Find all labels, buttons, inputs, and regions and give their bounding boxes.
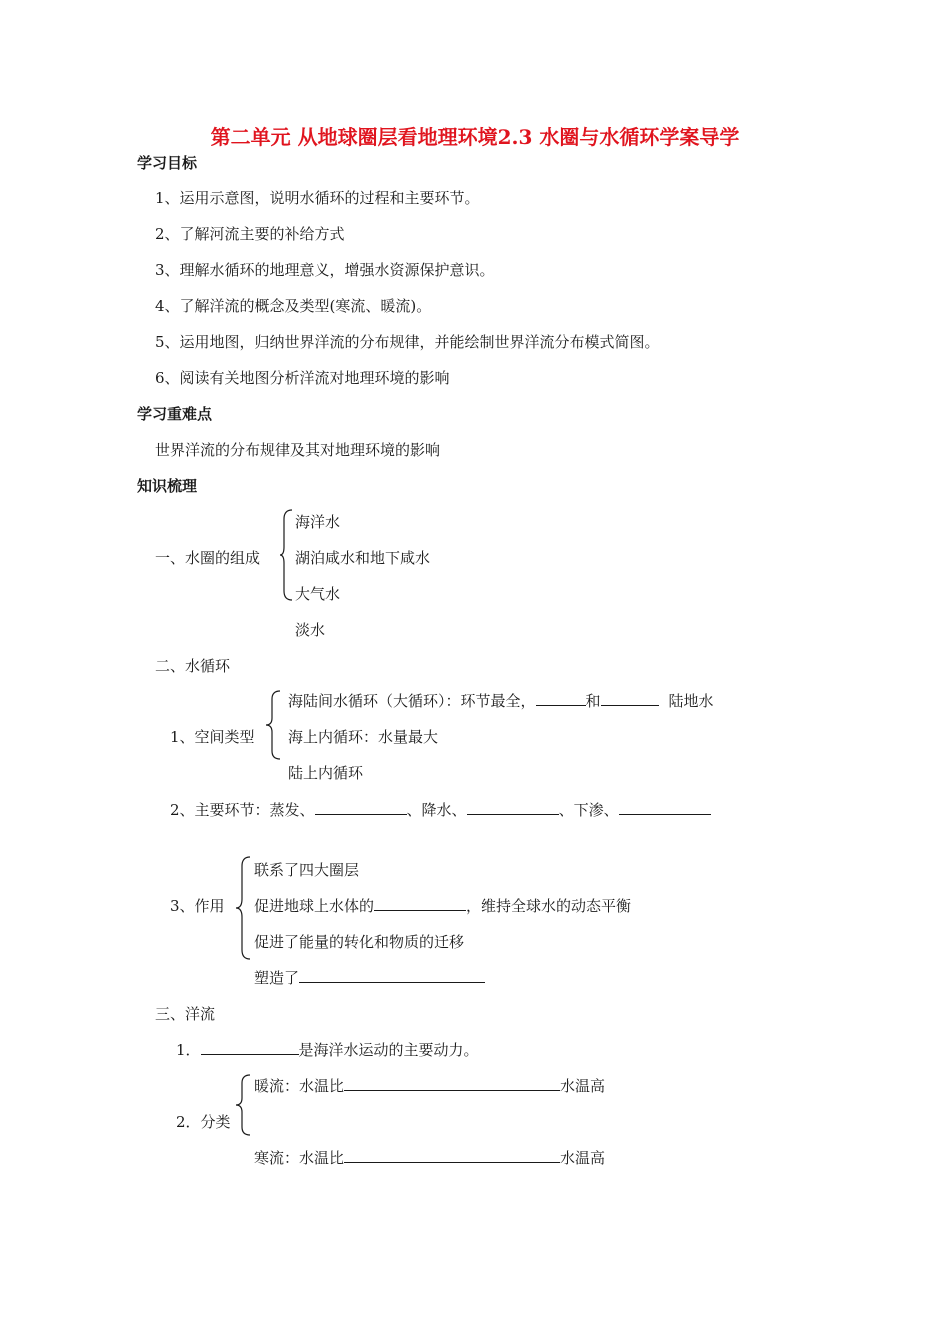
brace-hydrosphere [280, 509, 294, 601]
main-links-sep: 、降水、 [406, 801, 467, 819]
blank-field[interactable] [536, 691, 586, 706]
main-links-text: 2、主要环节：蒸发、 [170, 801, 315, 819]
function-item-text: ，维持全球水的动态平衡 [466, 897, 632, 915]
section-water-cycle-label: 二、水循环 [155, 657, 231, 675]
cycle-type-land: 陆上内循环 [288, 764, 364, 782]
blank-field[interactable] [374, 896, 466, 911]
objective-item: 6、阅读有关地图分析洋流对地理环境的影响 [155, 369, 450, 387]
cold-current [254, 1148, 605, 1168]
function-item-text: 促进地球上水体的 [254, 897, 375, 915]
warm-current-text: 暖流：水温比 [254, 1077, 345, 1095]
function-item: 促进了能量的转化和物质的迁移 [254, 933, 465, 951]
function-item [254, 896, 631, 916]
ocean-current-num: 1． [176, 1041, 201, 1059]
function-item [254, 968, 485, 988]
hydrosphere-item: 淡水 [295, 621, 326, 639]
cycle-type-sea-land [288, 691, 714, 711]
cycle-type-sea: 海上内循环：水量最大 [288, 728, 439, 746]
page-title: 第二单元 从地球圈层看地理环境2.3 水圈与水循环学案导学 [210, 125, 740, 149]
objective-item: 5、运用地图，归纳世界洋流的分布规律，并能绘制世界洋流分布模式简图。 [155, 333, 660, 351]
classification-label: 2．分类 [176, 1113, 231, 1131]
space-type-label: 1、空间类型 [170, 728, 255, 746]
function-label: 3、作用 [170, 897, 225, 915]
cold-current-tail: 水温高 [560, 1149, 606, 1167]
cold-current-text: 寒流：水温比 [254, 1149, 345, 1167]
section-ocean-current-label: 三、洋流 [155, 1005, 216, 1023]
objective-item: 2、了解河流主要的补给方式 [155, 225, 345, 243]
blank-field[interactable] [299, 968, 485, 983]
hydrosphere-item: 湖泊咸水和地下咸水 [295, 549, 431, 567]
blank-field[interactable] [315, 800, 407, 815]
difficulty-heading: 学习重难点 [137, 405, 213, 423]
blank-field[interactable] [201, 1040, 299, 1055]
objective-item: 1、运用示意图，说明水循环的过程和主要环节。 [155, 189, 480, 207]
cycle-type-sea-land-tail: 陆地水 [668, 692, 714, 710]
main-links-sep: 、下渗、 [558, 801, 619, 819]
main-links [170, 800, 711, 820]
ocean-current-text: 是海洋水运动的主要动力。 [298, 1041, 479, 1059]
blank-field[interactable] [619, 800, 711, 815]
function-item-text: 塑造了 [254, 969, 300, 987]
objective-item: 3、理解水循环的地理意义，增强水资源保护意识。 [155, 261, 495, 279]
brace-space-type [266, 690, 282, 760]
brace-function [236, 856, 252, 960]
objectives-heading: 学习目标 [137, 154, 198, 172]
function-item: 联系了四大圈层 [254, 861, 360, 879]
hydrosphere-item: 大气水 [295, 585, 341, 603]
blank-field[interactable] [344, 1076, 560, 1091]
blank-field[interactable] [467, 800, 559, 815]
blank-field[interactable] [344, 1148, 560, 1163]
warm-current [254, 1076, 605, 1096]
cycle-type-sea-land-and: 和 [585, 692, 601, 710]
section-hydrosphere-label: 一、水圈的组成 [155, 549, 261, 567]
blank-field[interactable] [601, 691, 659, 706]
objective-item: 4、了解洋流的概念及类型(寒流、暖流)。 [155, 297, 432, 315]
warm-current-tail: 水温高 [560, 1077, 606, 1095]
brace-classification [236, 1074, 252, 1136]
hydrosphere-item: 海洋水 [295, 513, 341, 531]
difficulty-text: 世界洋流的分布规律及其对地理环境的影响 [155, 441, 441, 459]
cycle-type-sea-land-text: 海陆间水循环（大循环）：环节最全， [288, 692, 536, 710]
ocean-current-item [176, 1040, 479, 1060]
knowledge-heading: 知识梳理 [137, 477, 198, 495]
